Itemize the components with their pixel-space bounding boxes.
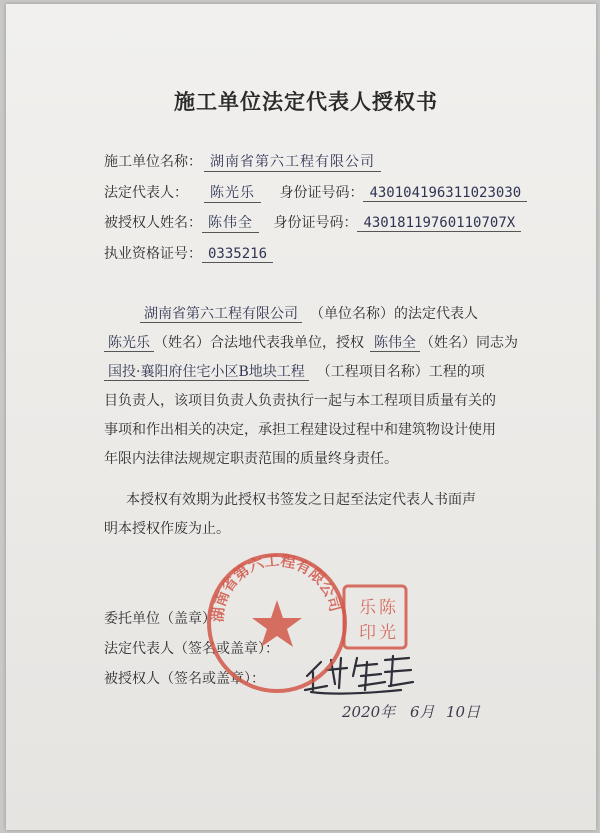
legal-rep-value: 陈光乐 bbox=[204, 182, 261, 203]
id-label-1: 身份证号码： bbox=[279, 185, 364, 201]
date-year: 2020年 bbox=[342, 703, 396, 721]
authorized-value: 陈伟全 bbox=[202, 212, 259, 233]
personal-seal bbox=[340, 582, 410, 652]
star-icon bbox=[252, 600, 302, 647]
entrust-label: 委托单位（盖章） bbox=[104, 611, 216, 627]
body-line-6: 年限内法律法规规定职责范围的质量终身责任。 bbox=[104, 451, 398, 467]
body-project: 国投·襄阳府住宅小区B地块工程 bbox=[104, 364, 309, 381]
date-day: 10日 bbox=[446, 703, 481, 721]
body-line-1 bbox=[140, 303, 478, 323]
svg-text:乐: 乐 bbox=[359, 598, 376, 618]
body-line-4: 目负责人，该项目负责人负责执行一起与本工程项目质量有关的 bbox=[104, 393, 496, 409]
license-row bbox=[104, 243, 273, 263]
validity-line-1: 本授权有效期为此授权书签发之日起至法定代表人书面声 bbox=[126, 492, 476, 508]
id-value-1: 430104196311023030 bbox=[363, 185, 527, 202]
body-rep-note: （姓名）合法地代表我单位，授权 bbox=[154, 335, 364, 351]
body-auth-note: （姓名）同志为 bbox=[420, 335, 518, 351]
company-row bbox=[104, 151, 381, 172]
id-value-2: 43018119760110707X bbox=[357, 215, 521, 232]
body-line-5: 事项和作出相关的决定，承担工程建设过程中和建筑物设计使用 bbox=[104, 422, 496, 438]
body-unit-note: （单位名称）的法定代表人 bbox=[310, 306, 478, 322]
company-value: 湖南省第六工程有限公司 bbox=[204, 151, 381, 172]
id-label-2: 身份证号码： bbox=[273, 215, 358, 231]
license-label: 执业资格证号： bbox=[104, 246, 202, 262]
body-line-3 bbox=[104, 361, 485, 381]
validity-line-2: 明本授权作废为止。 bbox=[104, 521, 230, 537]
svg-text:湖南省第六工程有限公司: 湖南省第六工程有限公司 bbox=[208, 551, 345, 623]
body-auth-name: 陈伟全 bbox=[370, 335, 420, 352]
license-value: 0335216 bbox=[202, 246, 273, 263]
body-rep-name: 陈光乐 bbox=[104, 335, 154, 352]
body-project-note: （工程项目名称）工程的项 bbox=[316, 364, 485, 380]
svg-text:印: 印 bbox=[359, 623, 376, 643]
authorized-label: 被授权人姓名： bbox=[104, 215, 202, 231]
company-label: 施工单位名称： bbox=[104, 154, 202, 170]
body-company: 湖南省第六工程有限公司 bbox=[140, 306, 302, 323]
legal-rep-row bbox=[104, 182, 527, 203]
body-line-2 bbox=[104, 332, 518, 352]
svg-text:光: 光 bbox=[379, 623, 396, 643]
legal-rep-label: 法定代表人： bbox=[104, 185, 188, 201]
document-title: 施工单位法定代表人授权书 bbox=[174, 89, 438, 114]
authorized-row bbox=[104, 212, 521, 233]
svg-text:陈: 陈 bbox=[379, 598, 396, 618]
authorized-sign-label: 被授权人（签名或盖章）： bbox=[104, 671, 265, 687]
document-paper bbox=[6, 4, 596, 830]
company-seal bbox=[202, 548, 352, 698]
legal-sign-label: 法定代表人（签名或盖章）： bbox=[104, 641, 279, 657]
date-month: 6月 bbox=[410, 703, 435, 721]
